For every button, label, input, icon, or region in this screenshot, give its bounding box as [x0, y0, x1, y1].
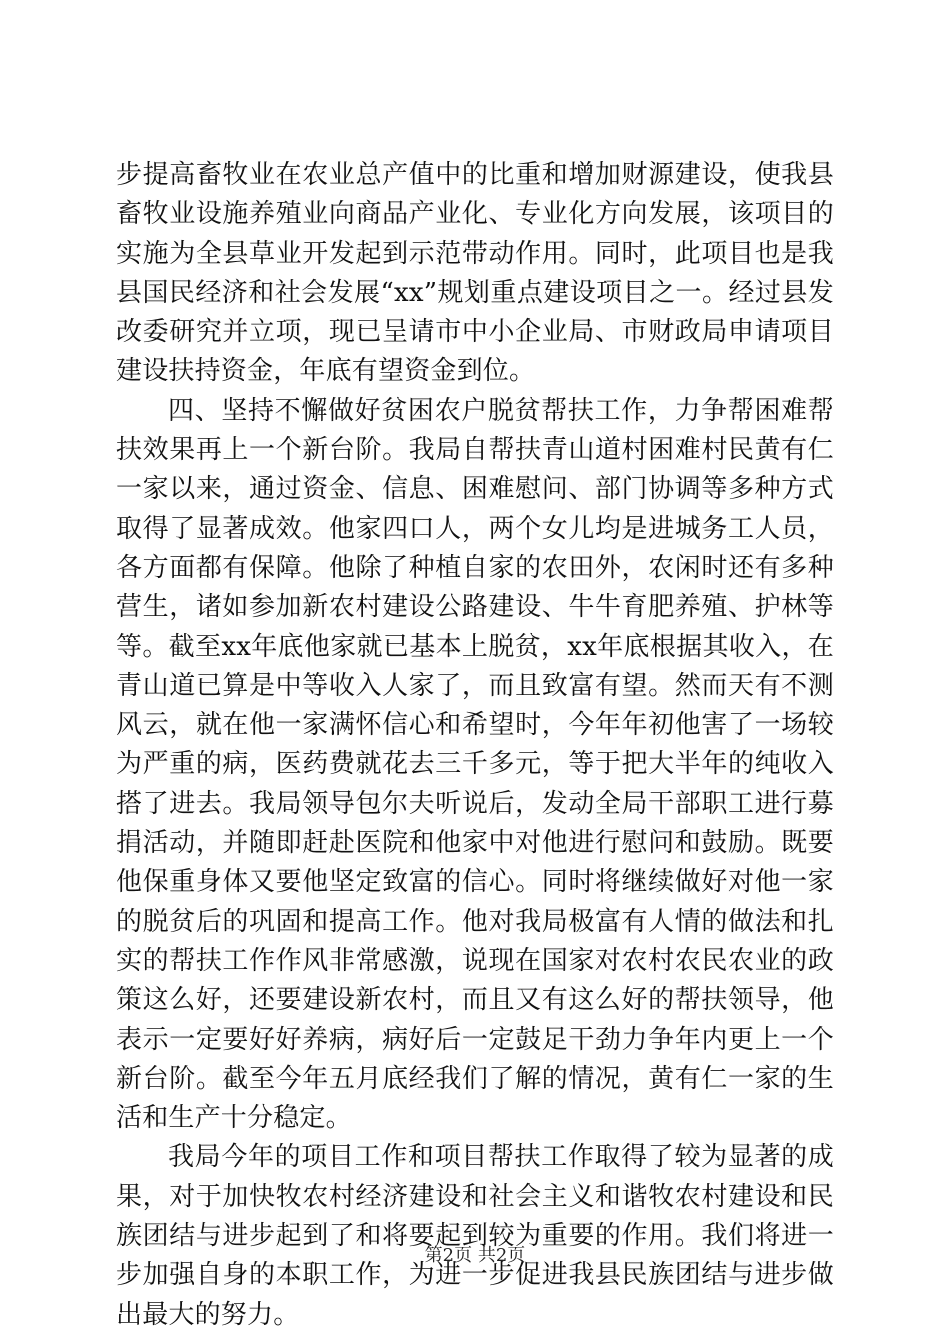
paragraph-conclusion: 我局今年的项目工作和项目帮扶工作取得了较为显著的成果，对于加快牧农村经济建设和社会主义和谐牧农村建设和民族团结与进步起到了和将要起到较为重要的作用。我们将进一步加强自身的本职工作，为进一步促进我县民族团结与进步做出最大的努力。	[116, 1142, 834, 1330]
document-body	[116, 156, 834, 1335]
paragraph-poverty-assistance: 四、坚持不懈做好贫困农户脱贫帮扶工作，力争帮困难帮扶效果再上一个新台阶。我局自帮扶青山道村困难村民黄有仁一家以来，通过资金、信息、困难慰问、部门协调等多种方式取得了显著成效。他家四口人，两个女儿均是进城务工人员，各方面都有保障。他除了种植自家的农田外，农闲时还有多种营生，诸如参加新农村建设公路建设、牛牛育肥养殖、护林等等。截至xx年底他家就已基本上脱贫，xx年底根据其收入，在青山道已算是中等收入人家了，而且致富有望。然而天有不测风云，就在他一家满怀信心和希望时，今年年初他害了一场较为严重的病，医药费就花去三千多元，等于把大半年的纯收入搭了进去。我局领导包尔夫听说后，发动全局干部职工进行募捐活动，并随即赶赴医院和他家中对他进行慰问和鼓励。既要他保重身体又要他坚定致富的信心。同时将继续做好对他一家的脱贫后的巩固和提高工作。他对我局极富有人情的做法和扎实的帮扶工作作风非常感激，说现在国家对农村农民农业的政策这么好，还要建设新农村，而且又有这么好的帮扶领导，他表示一定要好好养病，病好后一定鼓足干劲力争年内更上一个新台阶。截至今年五月底经我们了解的情况，黄有仁一家的生活和生产十分稳定。	[116, 395, 834, 1134]
page-number-footer: 第2页 共2页	[424, 1245, 526, 1266]
paragraph-continuation: 步提高畜牧业在农业总产值中的比重和增加财源建设，使我县畜牧业设施养殖业向商品产业化、专业化方向发展，该项目的实施为全县草业开发起到示范带动作用。同时，此项目也是我县国民经济和社会发展“xx”规划重点建设项目之一。经过县发改委研究并立项，现已呈请市中小企业局、市财政局申请项目建设扶持资金，年底有望资金到位。	[116, 160, 834, 387]
